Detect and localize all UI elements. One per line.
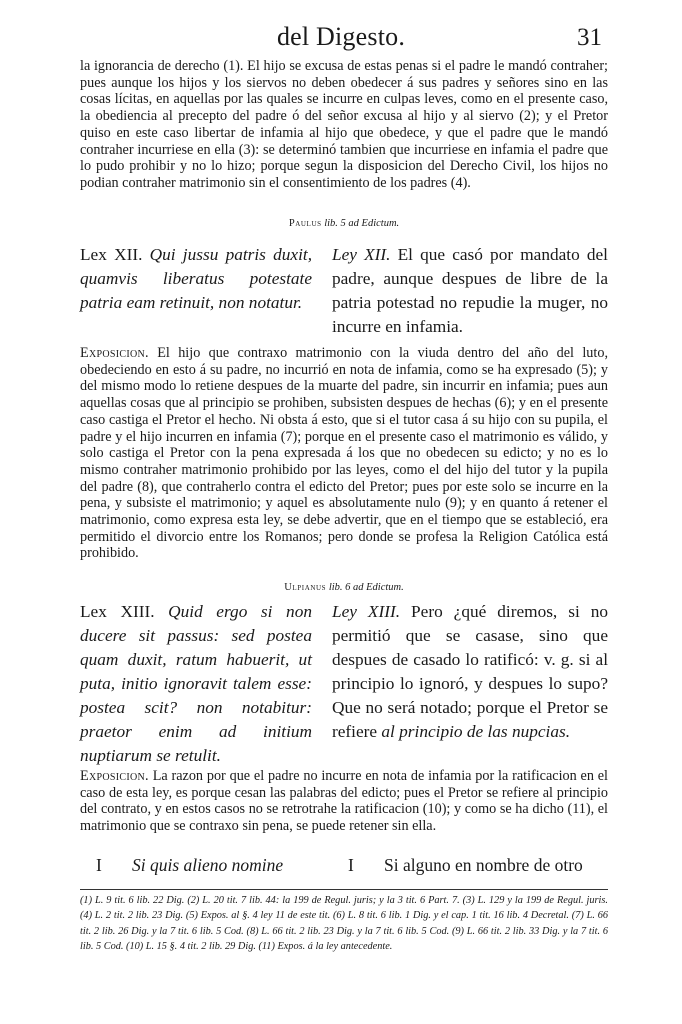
- source-author: Paulus: [288, 218, 322, 229]
- next-spanish-number: I: [348, 855, 354, 875]
- exposicion-xiii-text: La razon por que el padre no incurre en nota de infamia por la ratificacion en el caso de esta ley, es porque cesan las palabras del edicto; pues el Pretor se refiere al principio del contrato, y en estos casos no se retrotrahe la ratificacion (10); y como se ha dicho (11), el matrimonio que se contraxo sin pena, se puede retener sin ella.: [80, 768, 608, 835]
- exposicion-xiii: [80, 768, 608, 835]
- source-citation-paulus: [80, 218, 608, 229]
- lex-xii-spanish-text: El que casó por mandato del padre, aunque despues de libre de la patria potestad no repudie la muger, no incurre en infamia.: [332, 245, 608, 336]
- exposicion-xiii-block: [80, 768, 608, 835]
- next-latin-text: Si quis alieno nomine: [132, 855, 284, 875]
- next-spanish-text: Si alguno en nombre de otro: [384, 855, 583, 875]
- lex-xii-spanish: [332, 243, 608, 339]
- lex-xiii-spanish: [332, 600, 608, 744]
- exposicion-xii-lead: Exposicion.: [80, 345, 149, 361]
- intro-paragraph: la ignorancia de derecho (1). El hijo se excusa de estas penas si el padre le mandó contraher; pues aunque los hijos y los siervos no deben obedecer á sus padres y señores sino en las cosas lícitas, en aquellas por las quales se incurre en culpas leves, como en el presente caso, la obediencia al precepto del padre ó del señor excusa al hijo y al siervo (2); y el Pretor quiso en este caso libertar de infamia al hijo que obedece, y que el padre que le mandó contraher incurriese en ella (3): se determinó tambien que incurriese en infamia el padre que lo pudo prohibir y no lo hizo; porque segun la disposicion del Derecho Civil, los hijos no podian contraher matrimonio sin el consentimiento de los padres (4).: [80, 58, 608, 191]
- source-reference: lib. 6 ad Edictum.: [328, 582, 404, 593]
- intro-paragraph-block: [80, 58, 608, 192]
- lex-xii-latin-text: Qui jussu patris duxit, quamvis liberatus potestate patria eam retinuit, non notatur.: [80, 245, 313, 312]
- exposicion-xii-text: El hijo que contraxo matrimonio con la viuda dentro del año del luto, obedeciendo en esto á su padre, no incurrió en nota de infamia, como se ha expresado (5); y del mismo modo lo retiene despues de la muarte del padre, sin incurrir en infamia; pues aun aquellas cosas que al principio se prohiben, subsisten despues de hechas (6); y en el presente caso castiga el Pretor el hecho. Ni obsta á esto, que si el tutor casa á su hijo con su pupila, el padre y el hijo incurren en infamia (7); porque en el presente caso el matrimonio es válido, y solo castiga el Pretor con la pena expresada á los que no obedecen su edicto; y no es lo mismo contraher matrimonio prohibido por las leyes, como el del hijo del tutor y la pupila del padre (8), que contraherlo contra el edicto del Pretor; pues por este solo se incurre en la pena, y subsiste el matrimonio; y aquel es absolutamente nulo (9); y en quanto á retener el matrimonio, como expresa esta ley, se debe advertir, que en el tiempo que se estableció, era permitido el divorcio entre los Romanos; pero donde se profesa la Religion Católica está prohibido.: [80, 345, 608, 562]
- lex-xiii-spanish-text: Pero ¿qué diremos, si no permitió que se casase, sino que despues de casado lo ratificó: v. g. si al principio lo ignoró, y despues lo supo? Que no será notado; porque el Pretor se refiere: [332, 602, 608, 741]
- lex-xii-latin: [80, 243, 312, 315]
- lex-xiii-spanish-italic: al principio de las nupcias.: [381, 722, 571, 741]
- lex-xiii-latin-head: Lex XIII.: [80, 602, 155, 621]
- lex-xiii-spanish-head: Ley XIII.: [332, 602, 401, 621]
- footnotes: (1) L. 9 tit. 6 lib. 22 Dig. (2) L. 20 tit. 7 lib. 44: la 199 de Regul. juris; y la 3 tit. 6 Part. 7. (3) L. 129 y la 199 de Regul. juris. (4) L. 2 tit. 2 lib. 23 Dig. (5) Expos. al §. 4 ley 11 de este tit. (6) L. 8 tit. 6 lib. 1 Dig. y el cap. 1 tit. 16 lib. 4 Decretal. (7) L. 66 tit. 2 lib. 26 Dig. y la 7 tit. 6 lib. 5 Cod. (8) L. 66 tit. 2 lib. 23 Dig. y la 7 tit. 6 lib. 5 Cod. (9) L. 66 tit. 2 lib. 33 Dig. y la 7 tit. 6 lib. 5 Cod. (10) L. 15 §. 4 tit. 2 lib. 29 Dig. (11) Expos. á la ley antecedente.: [80, 895, 608, 953]
- lex-xiii-latin-text: Quid ergo si non ducere sit passus: sed postea quam duxit, ratum habuerit, ut puta, initio ignoravit talem esse: postea scit? non notabitur: praetor enim ad initium nuptiarum se retulit.: [80, 602, 312, 765]
- source-citation-ulpianus: [80, 582, 608, 593]
- exposicion-xiii-lead: Exposicion.: [80, 768, 149, 784]
- footnote-divider: [80, 889, 608, 890]
- running-title: del Digesto.: [276, 22, 406, 51]
- source-author: Ulpianus: [284, 582, 327, 593]
- page-number: 31: [577, 24, 602, 51]
- lex-xii-spanish-head: Ley XII.: [332, 245, 391, 264]
- exposicion-xii: [80, 345, 608, 562]
- next-latin-number: I: [96, 855, 102, 875]
- source-reference: lib. 5 ad Edictum.: [324, 218, 400, 229]
- lex-xiii-latin: [80, 600, 312, 768]
- exposicion-xii-block: [80, 345, 608, 562]
- lex-xii-latin-head: Lex XII.: [80, 245, 143, 264]
